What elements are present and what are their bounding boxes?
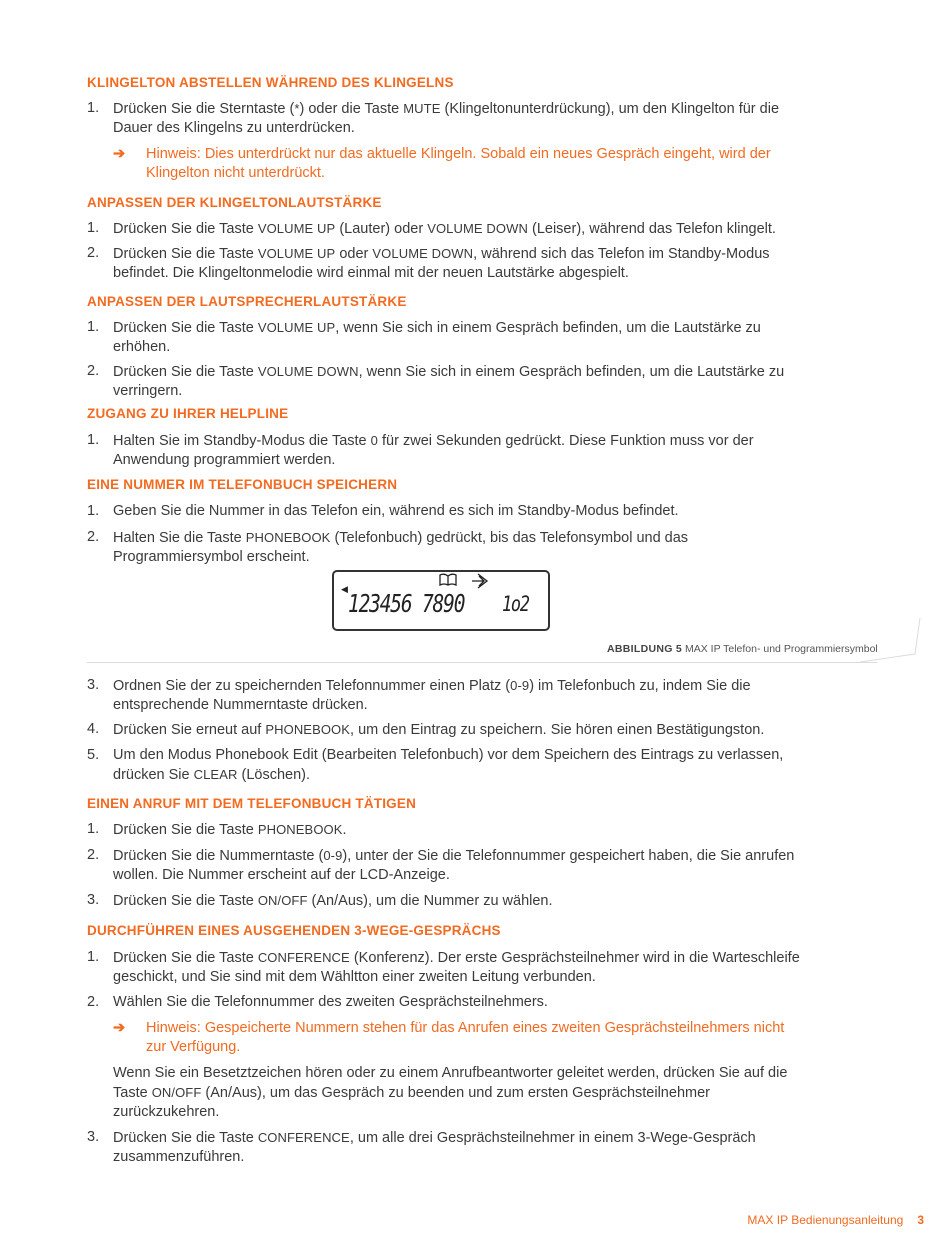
section-heading: KLINGELTON ABSTELLEN WÄHREND DES KLINGELNS bbox=[87, 75, 454, 90]
programming-arrow-icon bbox=[470, 573, 490, 594]
page-number: 3 bbox=[917, 1213, 924, 1227]
arrow-icon: ➔ bbox=[113, 1020, 126, 1036]
key-name: ON/OFF bbox=[151, 1085, 202, 1100]
lcd-position: 1o2 bbox=[502, 592, 529, 616]
key-name: 0-9 bbox=[510, 678, 530, 693]
key-name: CLEAR bbox=[193, 767, 238, 782]
left-arrow-indicator-icon: ◀ bbox=[341, 584, 348, 594]
lcd-digits: 123456 7890 bbox=[348, 589, 465, 618]
figure-divider bbox=[87, 662, 877, 663]
key-name: 0 bbox=[370, 433, 378, 448]
section-heading: EINE NUMMER IM TELEFONBUCH SPEICHERN bbox=[87, 477, 398, 492]
section-heading: DURCHFÜHREN EINES AUSGEHENDEN 3-WEGE-GESPRÄCHS bbox=[87, 923, 501, 938]
key-name: VOLUME UP bbox=[257, 246, 336, 261]
key-name: MUTE bbox=[403, 101, 441, 116]
key-name: VOLUME UP bbox=[257, 320, 336, 335]
key-name: 0-9 bbox=[323, 848, 343, 863]
arrow-icon: ➔ bbox=[113, 146, 126, 162]
key-name: * bbox=[294, 101, 300, 116]
section-heading: ANPASSEN DER KLINGELTONLAUTSTÄRKE bbox=[87, 195, 382, 210]
figure-caption: ABBILDUNG 5 MAX IP Telefon- und Programmiersymbol bbox=[607, 643, 878, 655]
key-name: VOLUME UP bbox=[257, 221, 336, 236]
key-name: PHONEBOOK bbox=[265, 722, 351, 737]
figure-corner-divider bbox=[860, 618, 922, 666]
key-name: CONFERENCE bbox=[257, 1130, 350, 1145]
paragraph: Wenn Sie ein Besetztzeichen hören oder zu einem Anrufbeantworter geleitet werden, drücken Sie auf die Taste ON/OFF (An/Aus), um das Gespräch zu beenden und zum ersten Gesprächsteilnehmer zurückzukehren. bbox=[113, 1065, 788, 1120]
footer-title: MAX IP Bedienungsanleitung bbox=[747, 1213, 904, 1227]
key-name: PHONEBOOK bbox=[245, 530, 331, 545]
key-name: CONFERENCE bbox=[257, 950, 350, 965]
lcd-display-figure bbox=[332, 570, 550, 631]
key-name: PHONEBOOK bbox=[257, 822, 343, 837]
key-name: VOLUME DOWN bbox=[372, 246, 474, 261]
section-heading: ZUGANG ZU IHRER HELPLINE bbox=[87, 406, 289, 421]
section-heading: ANPASSEN DER LAUTSPRECHERLAUTSTÄRKE bbox=[87, 294, 407, 309]
section-heading: EINEN ANRUF MIT DEM TELEFONBUCH TÄTIGEN bbox=[87, 796, 417, 811]
key-name: VOLUME DOWN bbox=[427, 221, 528, 236]
key-name: VOLUME DOWN bbox=[257, 364, 359, 379]
key-name: ON/OFF bbox=[257, 893, 308, 908]
page-footer bbox=[747, 1213, 924, 1227]
